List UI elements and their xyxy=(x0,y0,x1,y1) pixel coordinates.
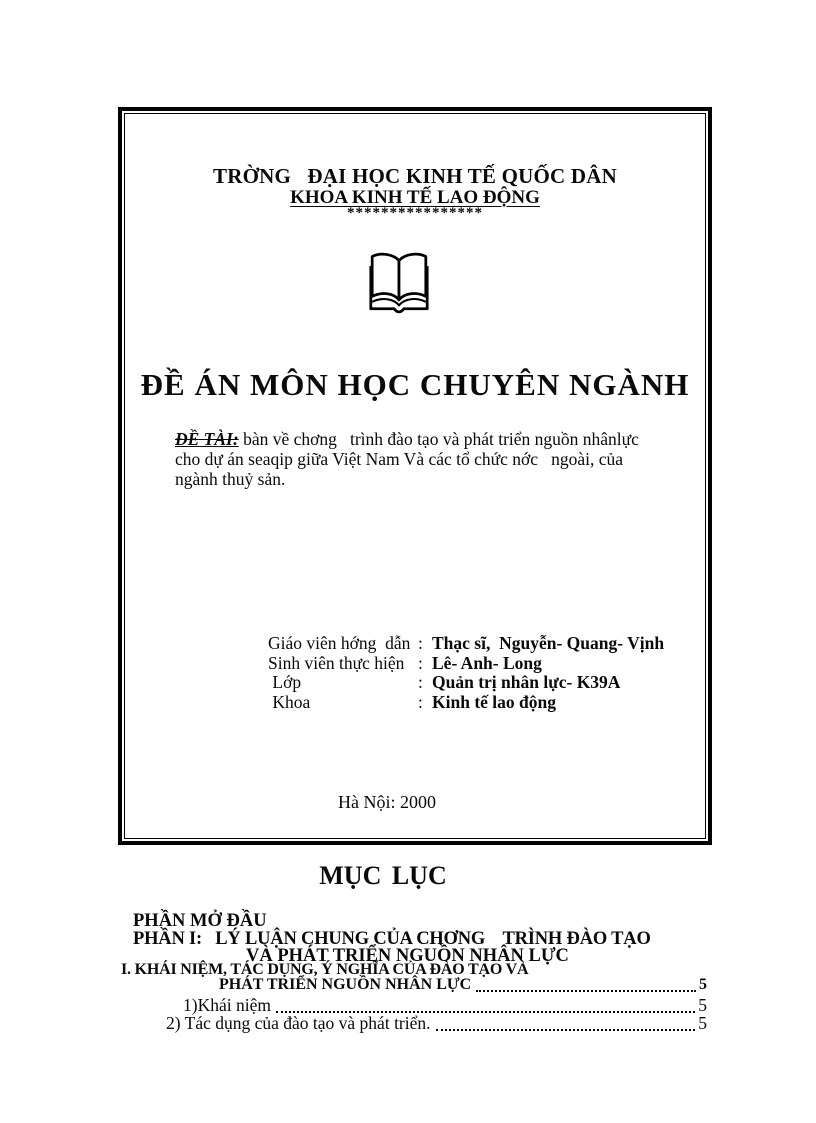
place-year: Hà Nội: 2000 xyxy=(338,792,436,812)
department-name: Kinh tế lao động xyxy=(432,691,556,712)
student-label: Sinh viên thực hiện xyxy=(268,652,405,673)
student-name: Lê- Anh- Long xyxy=(432,652,542,673)
toc-page-number: 5 xyxy=(698,995,707,1015)
info-block xyxy=(268,634,664,712)
colon: : xyxy=(418,691,423,712)
class-name: Quản trị nhân lực- K39A xyxy=(432,672,621,692)
toc-entry-title: 2) Tác dụng của đào tạo và phát triển. xyxy=(166,1013,431,1033)
dot-leader xyxy=(476,990,696,992)
toc-page-number: 5 xyxy=(699,976,707,993)
class-label: Lớp xyxy=(268,672,302,692)
topic-line-2: cho dự án seaqip giữa Việt Nam Và các tổ chức nớc ngoài, của xyxy=(175,449,624,469)
toc-entry-title: PHÁT TRIỂN NGUỒN NHÂN LỰC xyxy=(219,976,472,993)
cover-border-frame xyxy=(118,107,712,845)
toc-part-open: PHẦN MỞ ĐẦU xyxy=(133,911,267,931)
colon: : xyxy=(418,652,423,673)
student-row xyxy=(268,654,664,674)
university-name: TRỜNG ĐẠI HỌC KINH TẾ QUỐC DÂN xyxy=(213,164,617,188)
advisor-name: Thạc sĩ, Nguyễn- Quang- Vịnh xyxy=(432,633,665,653)
faculty-name: KHOA KINH TẾ LAO ĐỘNG xyxy=(290,187,540,208)
advisor-row xyxy=(268,634,664,654)
topic-label: ĐỀ TÀI: xyxy=(175,429,239,449)
topic-paragraph xyxy=(175,429,675,489)
dot-leader xyxy=(436,1029,696,1031)
toc-part1-line1: PHẦN I: LÝ LUẬN CHUNG CỦA CHƠNG TRÌNH ĐÀO TẠO xyxy=(133,929,651,949)
toc-entry-section1 xyxy=(219,976,707,994)
cover-title: ĐỀ ÁN MÔN HỌC CHUYÊN NGÀNH xyxy=(140,367,690,402)
department-row xyxy=(268,693,664,713)
toc-page-number: 5 xyxy=(698,1013,707,1033)
colon: : xyxy=(418,633,423,653)
toc-entry-title: 1)Khái niệm xyxy=(183,995,271,1015)
toc-entry-tac-dung xyxy=(166,1013,707,1034)
toc-part1-line2: VÀ PHÁT TRIỂN NGUỒN NHÂN LỰC xyxy=(246,946,569,966)
class-row xyxy=(268,673,664,693)
toc-heading: MỤC LỤC xyxy=(319,861,447,890)
department-label: Khoa xyxy=(268,691,311,712)
topic-line-3: ngành thuỷ sản. xyxy=(175,469,286,489)
advisor-label: Giáo viên hớng dẫn xyxy=(268,633,411,653)
stars-divider: **************** xyxy=(347,205,483,221)
colon: : xyxy=(418,672,423,692)
open-book-icon xyxy=(361,251,437,317)
topic-line-1: bàn về chơng trình đào tạo và phát triển nguồn nhânlực xyxy=(238,429,639,449)
toc-section1-title: I. KHÁI NIỆM, TÁC DỤNG, Ý NGHĨA CỦA ĐÀO TẠO VÀ xyxy=(121,961,529,978)
